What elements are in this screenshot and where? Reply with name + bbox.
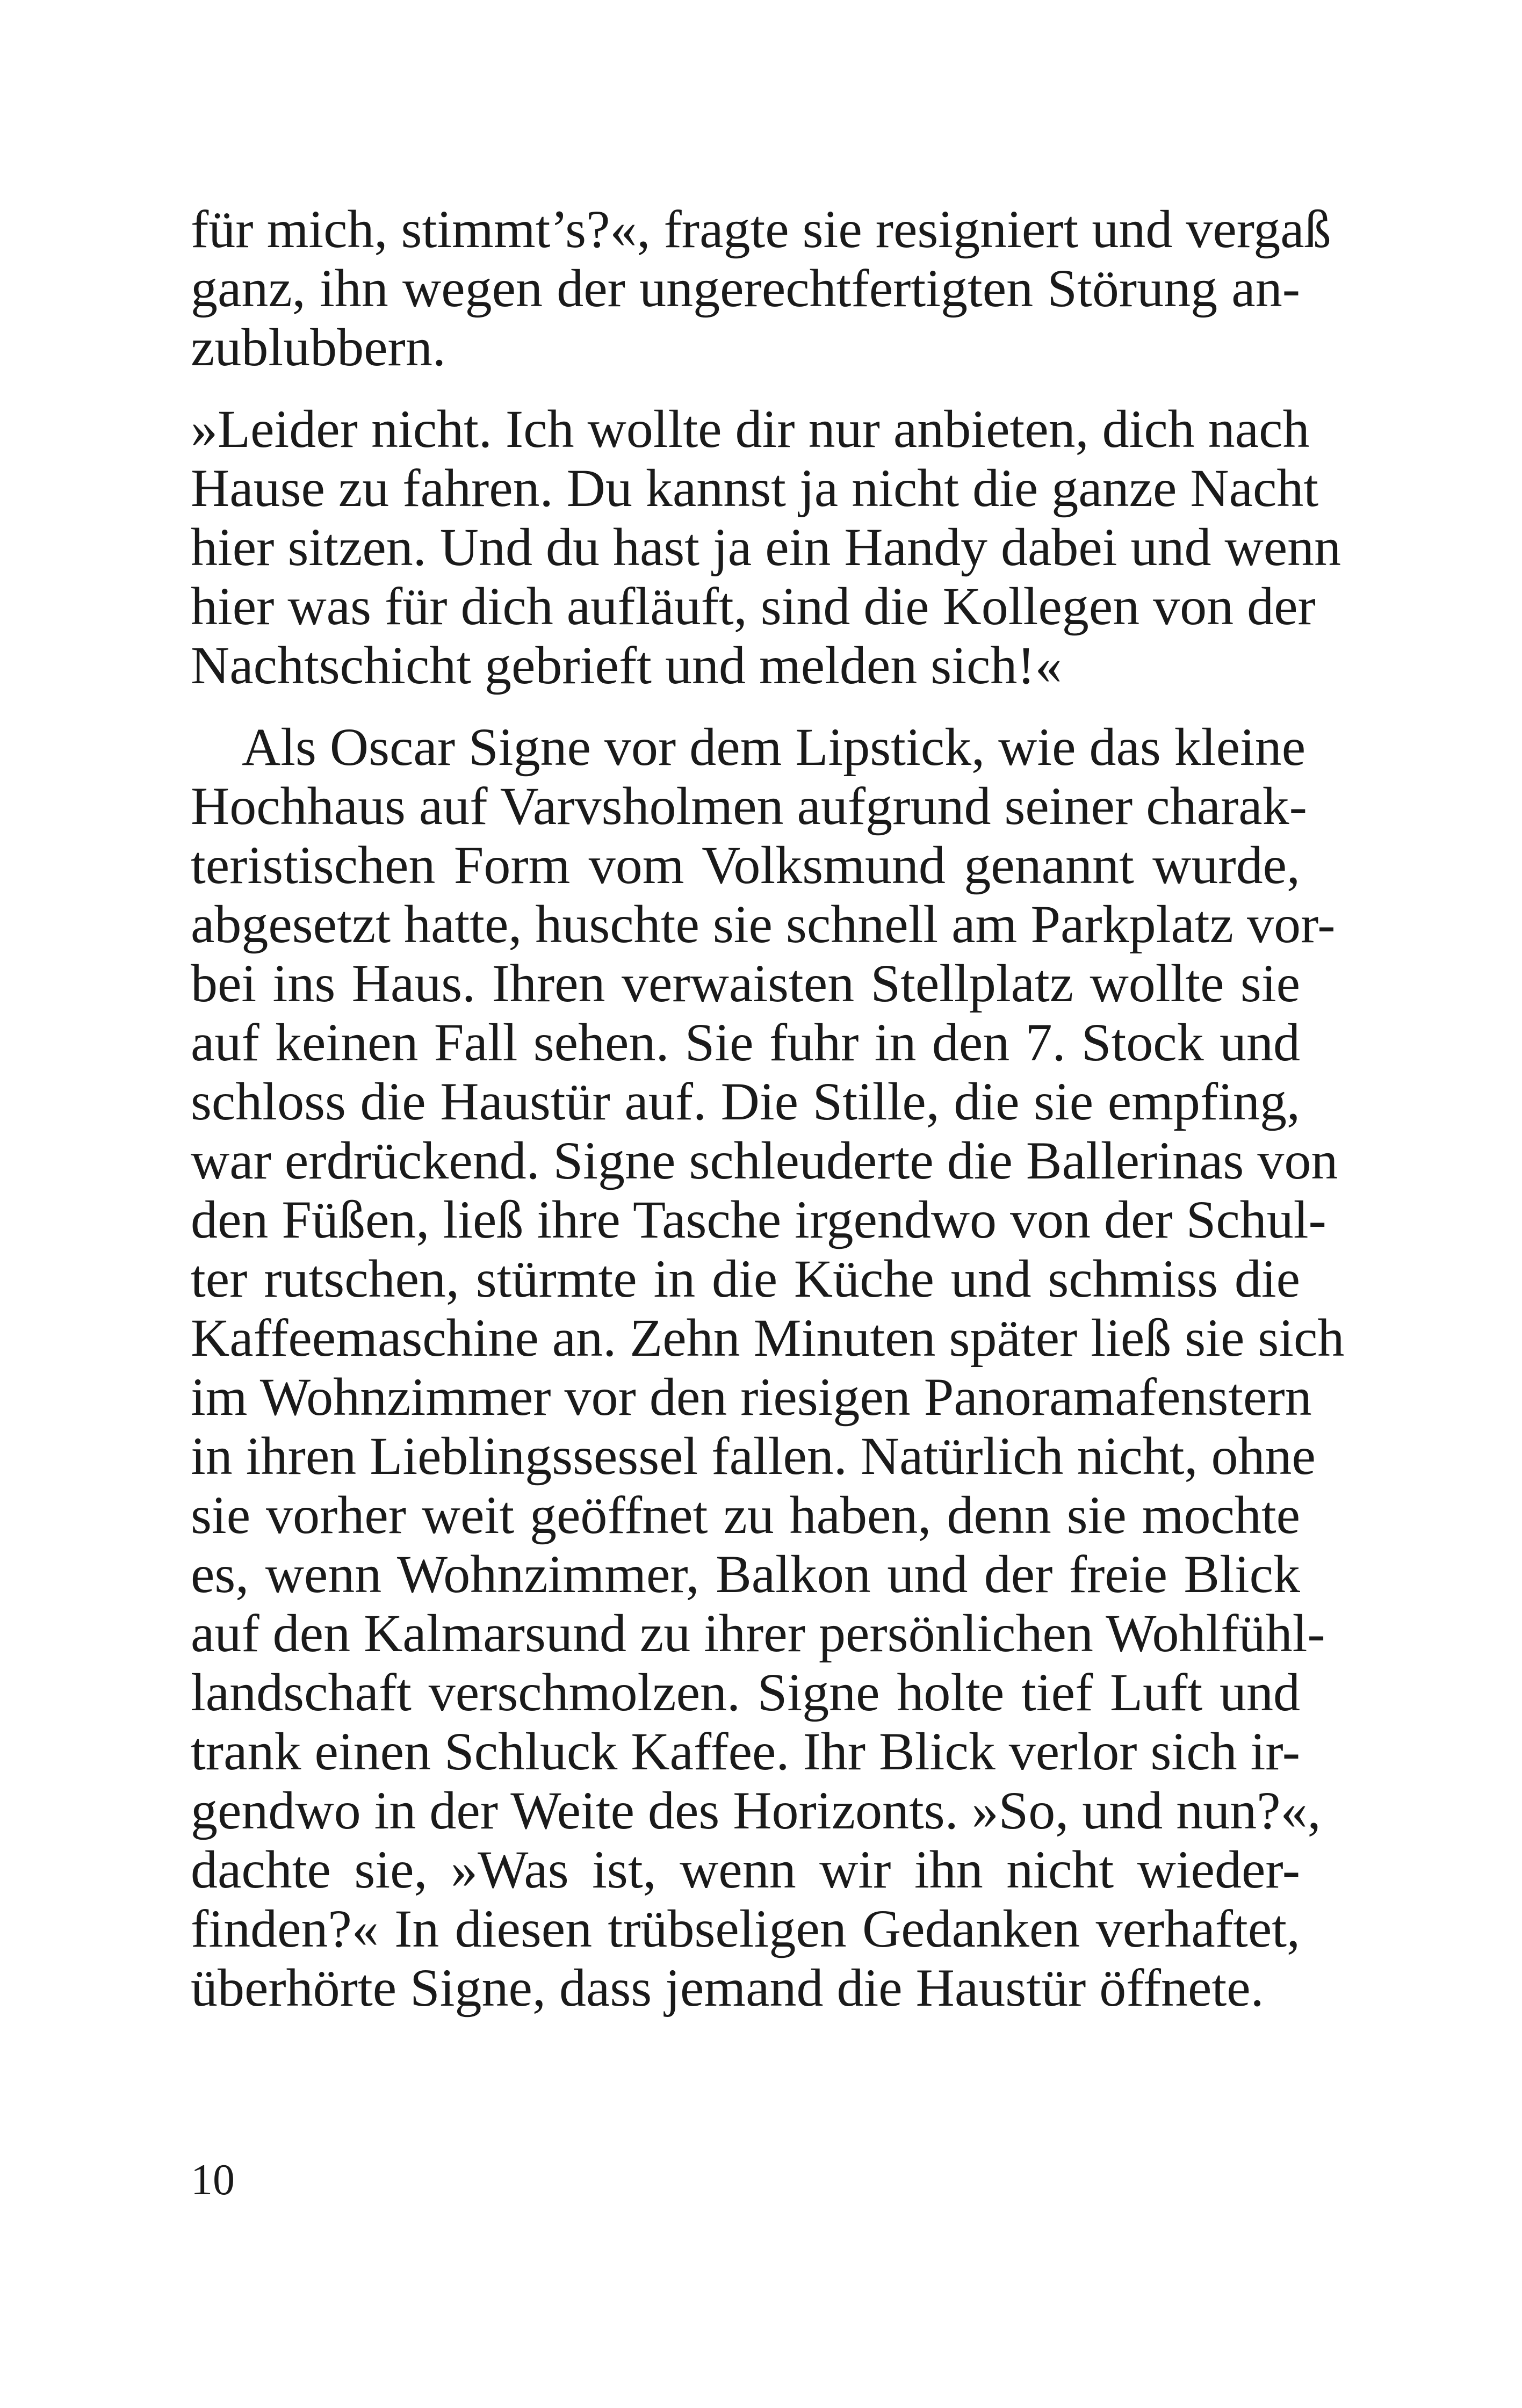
text-line: es, wenn Wohnzimmer, Balkon und der freie Blick	[191, 1544, 1300, 1604]
page-number: 10	[191, 2155, 235, 2204]
text-line: war erdrückend. Signe schleuderte die Ballerinas von	[191, 1131, 1338, 1190]
text-line: ter rutschen, stürmte in die Küche und schmiss die	[191, 1249, 1300, 1308]
text-line: Hause zu fahren. Du kannst ja nicht die ganze Nacht	[191, 458, 1319, 518]
body-text	[191, 199, 1345, 2017]
text-line: schloss die Haustür auf. Die Stille, die sie empfing,	[191, 1072, 1300, 1131]
text-line: Nachtschicht gebrieft und melden sich!«	[191, 635, 1062, 695]
text-line: abgesetzt hatte, huschte sie schnell am Parkplatz vor-	[191, 894, 1336, 954]
text-line: dachte sie, »Was ist, wenn wir ihn nicht wieder-	[191, 1840, 1300, 1899]
text-line: auf den Kalmarsund zu ihrer persönlichen Wohlfühl-	[191, 1603, 1325, 1663]
text-line: Hochhaus auf Varvsholmen aufgrund seiner charak-	[191, 776, 1307, 836]
text-line: landschaft verschmolzen. Signe holte tief Luft und	[191, 1662, 1300, 1722]
text-line: in ihren Lieblingssessel fallen. Natürlich nicht, ohne	[191, 1426, 1316, 1486]
text-line: hier was für dich aufläuft, sind die Kollegen von der	[191, 576, 1316, 636]
text-line: »Leider nicht. Ich wollte dir nur anbieten, dich nach	[191, 399, 1310, 459]
text-line: gendwo in der Weite des Horizonts. »So, und nun?«,	[191, 1781, 1321, 1840]
paragraph-2	[191, 399, 1341, 695]
text-line: im Wohnzimmer vor den riesigen Panoramafenstern	[191, 1367, 1312, 1427]
text-line: sie vorher weit geöffnet zu haben, denn sie mochte	[191, 1485, 1300, 1545]
text-line: finden?« In diesen trübseligen Gedanken verhaftet,	[191, 1899, 1300, 1958]
text-line: teristischen Form vom Volksmund genannt wurde,	[191, 835, 1300, 895]
text-line: hier sitzen. Und du hast ja ein Handy dabei und wenn	[191, 517, 1341, 577]
paragraph-1	[191, 199, 1331, 377]
text-line: Kaffeemaschine an. Zehn Minuten später ließ sie sich	[191, 1308, 1345, 1368]
paragraph-3	[191, 717, 1345, 2017]
text-line: für mich, stimmt’s?«, fragte sie resigniert und vergaß	[191, 199, 1331, 259]
text-line: zublubbern.	[191, 317, 446, 377]
text-line: den Füßen, ließ ihre Tasche irgendwo von der Schul-	[191, 1190, 1326, 1249]
text-line: Als Oscar Signe vor dem Lipstick, wie das kleine	[242, 717, 1306, 777]
text-line: überhörte Signe, dass jemand die Haustür öffnete.	[191, 1958, 1264, 2017]
text-line: trank einen Schluck Kaffee. Ihr Blick verlor sich ir-	[191, 1722, 1300, 1781]
text-line: bei ins Haus. Ihren verwaisten Stellplatz wollte sie	[191, 953, 1300, 1013]
text-line: ganz, ihn wegen der ungerechtfertigten Störung an-	[191, 258, 1300, 318]
text-line: auf keinen Fall sehen. Sie fuhr in den 7. Stock und	[191, 1013, 1300, 1072]
